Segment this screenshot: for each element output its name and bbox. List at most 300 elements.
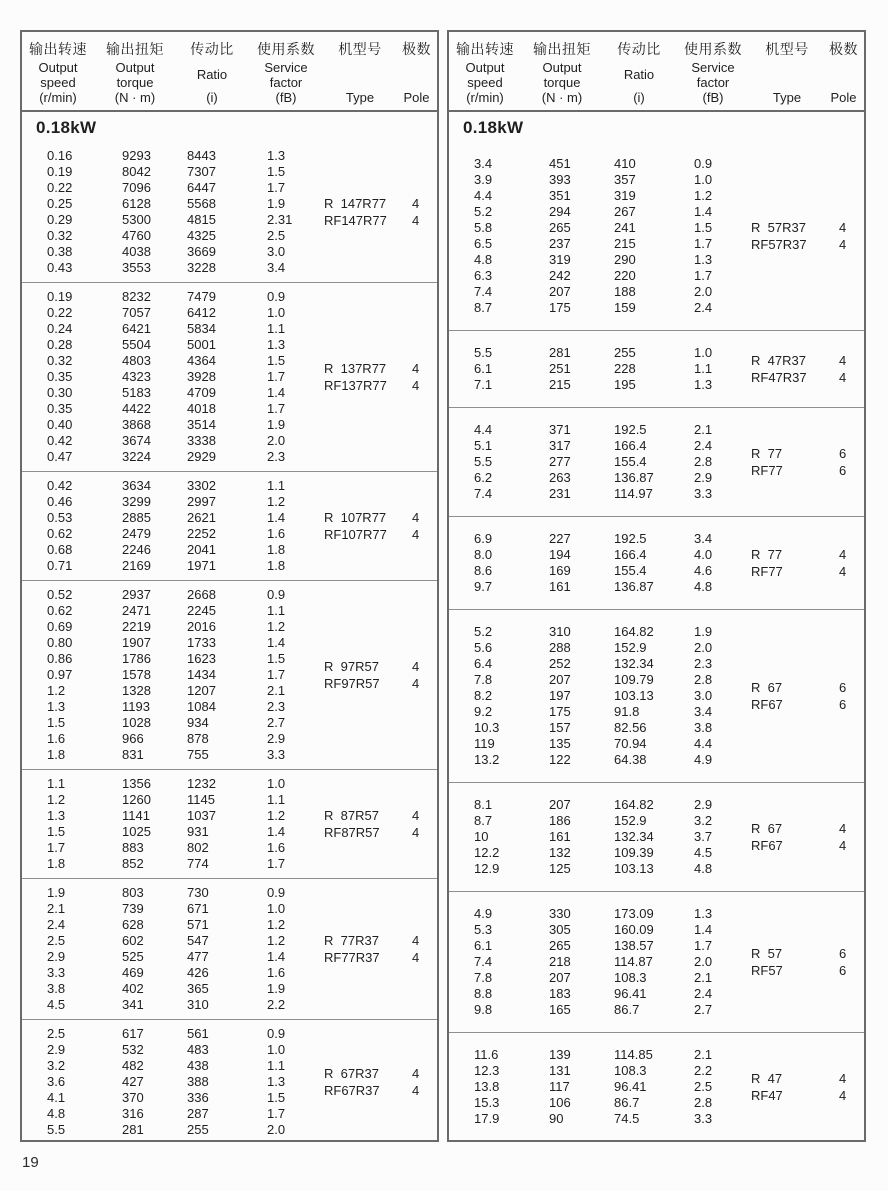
cell-service-factor: 1.0	[694, 172, 713, 187]
cell-service-factor: 3.4	[267, 260, 286, 275]
cell-output-speed: 4.4	[474, 422, 493, 437]
cell-service-factor: 1.9	[267, 417, 286, 432]
cell-service-factor: 3.0	[694, 688, 713, 703]
cell-ratio: 108.3	[614, 1063, 647, 1078]
cell-service-factor: 0.9	[694, 156, 713, 171]
cell-output-torque: 883	[122, 840, 144, 855]
data-block	[449, 782, 864, 891]
cell-output-speed: 5.3	[474, 922, 493, 937]
cell-service-factor: 1.5	[267, 164, 286, 179]
cell-output-torque: 3634	[122, 478, 151, 493]
pole-value: 4	[412, 1066, 420, 1081]
cell-service-factor: 1.3	[694, 377, 713, 392]
pole-value: 6	[839, 463, 847, 478]
table-row	[449, 906, 864, 922]
type-line	[751, 945, 846, 962]
cell-output-torque: 207	[549, 284, 571, 299]
table-row	[22, 715, 437, 731]
cell-output-torque: 207	[549, 797, 571, 812]
cell-output-speed: 6.1	[474, 361, 493, 376]
column-label-en-line: Output	[115, 59, 155, 75]
cell-output-speed: 5.5	[474, 454, 493, 469]
type-name: RF47R37	[751, 370, 807, 385]
cell-ratio: 730	[187, 885, 209, 900]
cell-output-torque: 427	[122, 1074, 144, 1089]
type-name: R 77	[751, 446, 783, 461]
type-line	[751, 962, 846, 979]
cell-output-torque: 194	[549, 547, 571, 562]
type-line	[324, 360, 419, 377]
cell-output-speed: 3.3	[47, 965, 66, 980]
cell-service-factor: 2.1	[694, 422, 713, 437]
cell-ratio: 192.5	[614, 531, 647, 546]
cell-ratio: 477	[187, 949, 209, 964]
cell-output-torque: 330	[549, 906, 571, 921]
cell-ratio: 7307	[187, 164, 216, 179]
cell-service-factor: 2.31	[267, 212, 293, 227]
type-pole-group	[751, 445, 846, 479]
cell-ratio: 2041	[187, 542, 216, 557]
cell-output-speed: 0.40	[47, 417, 73, 432]
cell-ratio: 195	[614, 377, 636, 392]
type-name: R 57	[751, 946, 783, 961]
pole-value: 4	[412, 808, 420, 823]
cell-ratio: 1733	[187, 635, 216, 650]
cell-output-speed: 4.9	[474, 906, 493, 921]
column-label-zh: 输出扭矩	[533, 41, 591, 57]
cell-output-torque: 165	[549, 1002, 571, 1017]
type-line	[324, 658, 419, 675]
cell-output-torque: 1028	[122, 715, 151, 730]
table-row	[449, 284, 864, 300]
cell-output-torque: 3868	[122, 417, 151, 432]
cell-ratio: 114.85	[614, 1047, 653, 1062]
cell-output-torque: 122	[549, 752, 571, 767]
table-row	[22, 840, 437, 856]
cell-service-factor: 0.9	[267, 885, 286, 900]
table-row	[22, 885, 437, 901]
cell-service-factor: 2.0	[694, 640, 713, 655]
cell-ratio: 2252	[187, 526, 216, 541]
header-cell	[176, 39, 248, 105]
pole-value: 4	[412, 825, 420, 840]
type-line	[751, 369, 846, 386]
column-unit-label: (i)	[633, 90, 645, 105]
cell-output-speed: 0.38	[47, 244, 73, 259]
cell-output-speed: 0.22	[47, 180, 73, 195]
cell-service-factor: 1.9	[267, 196, 286, 211]
type-pole-group	[324, 658, 419, 692]
cell-ratio: 96.41	[614, 986, 647, 1001]
cell-ratio: 1145	[187, 792, 215, 807]
cell-output-torque: 316	[122, 1106, 144, 1121]
cell-service-factor: 1.4	[694, 204, 713, 219]
data-block	[449, 1032, 864, 1141]
table-row	[22, 997, 437, 1013]
type-line	[324, 212, 419, 229]
table-row	[449, 736, 864, 752]
cell-service-factor: 0.9	[267, 289, 286, 304]
cell-output-speed: 3.6	[47, 1074, 66, 1089]
cell-output-torque: 288	[549, 640, 571, 655]
cell-output-speed: 11.6	[474, 1047, 499, 1062]
column-unit-label: (r/min)	[39, 90, 77, 105]
table-row	[22, 635, 437, 651]
column-unit-label: (N · m)	[114, 90, 156, 105]
cell-service-factor: 0.9	[267, 587, 286, 602]
cell-ratio: 4364	[187, 353, 216, 368]
table-row	[22, 321, 437, 337]
cell-output-torque: 6128	[122, 196, 151, 211]
cell-service-factor: 4.9	[694, 752, 713, 767]
cell-output-torque: 2169	[122, 558, 151, 573]
type-line	[324, 824, 419, 841]
cell-service-factor: 1.3	[267, 337, 286, 352]
cell-ratio: 426	[187, 965, 209, 980]
cell-output-speed: 5.5	[47, 1122, 66, 1137]
cell-service-factor: 3.2	[694, 813, 713, 828]
cell-output-speed: 6.3	[474, 268, 493, 283]
cell-ratio: 152.9	[614, 813, 647, 828]
type-line	[324, 932, 419, 949]
column-label-zh: 输出转速	[456, 41, 514, 57]
cell-ratio: 160.09	[614, 922, 654, 937]
table-body	[449, 112, 864, 1141]
cell-output-torque: 1193	[122, 699, 150, 714]
table-row	[22, 747, 437, 763]
cell-ratio: 3928	[187, 369, 216, 384]
cell-ratio: 96.41	[614, 1079, 647, 1094]
cell-ratio: 1434	[187, 667, 216, 682]
cell-output-speed: 0.46	[47, 494, 73, 509]
header-cell	[675, 39, 751, 105]
cell-ratio: 86.7	[614, 1002, 640, 1017]
cell-ratio: 671	[187, 901, 209, 916]
type-pole-group	[751, 219, 846, 253]
cell-output-torque: 3553	[122, 260, 151, 275]
cell-output-speed: 0.71	[47, 558, 73, 573]
cell-output-torque: 4422	[122, 401, 151, 416]
cell-service-factor: 1.4	[267, 635, 286, 650]
cell-ratio: 215	[614, 236, 636, 251]
cell-service-factor: 1.9	[694, 624, 713, 639]
cell-service-factor: 1.1	[267, 478, 286, 493]
column-label-en-line: Ratio	[623, 67, 655, 82]
cell-ratio: 132.34	[614, 656, 654, 671]
column-label-zh: 极数	[829, 41, 858, 57]
cell-ratio: 774	[187, 856, 209, 871]
type-line	[751, 445, 846, 462]
cell-output-torque: 3224	[122, 449, 151, 464]
type-line	[751, 219, 846, 236]
column-label-en	[624, 67, 654, 82]
cell-ratio: 152.9	[614, 640, 647, 655]
cell-ratio: 114.97	[614, 486, 653, 501]
type-pole-group	[324, 1065, 419, 1099]
header-cell	[603, 39, 675, 105]
cell-output-torque: 8232	[122, 289, 151, 304]
cell-output-speed: 0.86	[47, 651, 73, 666]
cell-ratio: 1232	[187, 776, 216, 791]
cell-ratio: 336	[187, 1090, 209, 1105]
cell-ratio: 365	[187, 981, 209, 996]
cell-ratio: 483	[187, 1042, 209, 1057]
cell-output-speed: 0.35	[47, 401, 73, 416]
cell-ratio: 1037	[187, 808, 216, 823]
cell-output-torque: 5183	[122, 385, 151, 400]
type-name: RF77R37	[324, 950, 380, 965]
column-label-en-line: factor	[696, 74, 730, 90]
column-label-zh: 输出转速	[29, 41, 87, 57]
data-block	[449, 407, 864, 516]
type-name: RF77	[751, 564, 783, 579]
cell-ratio: 319	[614, 188, 636, 203]
cell-output-torque: 4803	[122, 353, 151, 368]
type-pole-group	[751, 546, 846, 580]
cell-service-factor: 2.0	[694, 954, 713, 969]
cell-output-speed: 1.3	[47, 699, 66, 714]
type-name: R 47	[751, 1071, 783, 1086]
cell-output-torque: 966	[122, 731, 144, 746]
cell-output-speed: 7.8	[474, 970, 493, 985]
cell-output-speed: 0.42	[47, 478, 73, 493]
cell-ratio: 255	[614, 345, 636, 360]
cell-ratio: 241	[614, 220, 636, 235]
header-cell	[94, 39, 176, 105]
cell-output-torque: 237	[549, 236, 571, 251]
cell-service-factor: 2.2	[267, 997, 286, 1012]
type-name: R 57R37	[751, 220, 806, 235]
cell-output-speed: 10.3	[474, 720, 500, 735]
type-pole-group	[324, 932, 419, 966]
type-name: RF137R77	[324, 378, 387, 393]
column-label-en-line: factor	[269, 74, 303, 90]
cell-output-torque: 169	[549, 563, 571, 578]
cell-ratio: 70.94	[614, 736, 647, 751]
cell-output-speed: 0.80	[47, 635, 73, 650]
cell-service-factor: 1.5	[694, 220, 713, 235]
spec-table-right	[447, 30, 866, 1142]
cell-output-torque: 265	[549, 938, 571, 953]
column-label-en	[691, 60, 734, 90]
cell-output-speed: 6.2	[474, 470, 493, 485]
cell-output-speed: 1.8	[47, 747, 66, 762]
cell-service-factor: 4.8	[694, 861, 713, 876]
cell-output-speed: 0.29	[47, 212, 73, 227]
cell-output-torque: 1260	[122, 792, 151, 807]
cell-service-factor: 1.0	[267, 305, 286, 320]
cell-output-torque: 1141	[122, 808, 150, 823]
table-row	[22, 587, 437, 603]
column-label-en-line: Output	[542, 59, 582, 75]
table-row	[22, 433, 437, 449]
cell-service-factor: 4.5	[694, 845, 713, 860]
cell-output-torque: 2885	[122, 510, 151, 525]
cell-ratio: 547	[187, 933, 209, 948]
cell-output-torque: 4038	[122, 244, 151, 259]
pole-value: 4	[839, 838, 847, 853]
column-label-en	[115, 60, 154, 90]
column-unit-label: Type	[772, 90, 802, 105]
cell-service-factor: 2.3	[267, 699, 286, 714]
cell-output-torque: 1328	[122, 683, 151, 698]
cell-output-speed: 7.4	[474, 954, 493, 969]
type-line	[324, 675, 419, 692]
table-row	[449, 172, 864, 188]
cell-output-torque: 2937	[122, 587, 151, 602]
table-row	[22, 901, 437, 917]
data-block	[22, 580, 437, 769]
cell-output-speed: 0.42	[47, 433, 73, 448]
type-name: RF47	[751, 1088, 783, 1103]
cell-output-speed: 4.5	[47, 997, 66, 1012]
table-row	[22, 558, 437, 574]
cell-output-torque: 1907	[122, 635, 151, 650]
cell-ratio: 934	[187, 715, 209, 730]
pole-value: 4	[839, 237, 847, 252]
cell-service-factor: 1.0	[694, 345, 713, 360]
cell-output-torque: 215	[549, 377, 571, 392]
cell-ratio: 3669	[187, 244, 216, 259]
pole-value: 4	[412, 1083, 420, 1098]
cell-ratio: 173.09	[614, 906, 654, 921]
cell-output-speed: 1.7	[47, 840, 66, 855]
table-row	[449, 579, 864, 595]
cell-ratio: 136.87	[614, 470, 654, 485]
cell-output-speed: 1.9	[47, 885, 66, 900]
column-label-en	[197, 67, 227, 82]
cell-output-torque: 319	[549, 252, 571, 267]
cell-output-torque: 197	[549, 688, 571, 703]
pole-value: 4	[412, 950, 420, 965]
cell-service-factor: 4.8	[694, 579, 713, 594]
cell-ratio: 3514	[187, 417, 216, 432]
cell-service-factor: 4.6	[694, 563, 713, 578]
type-pole-group	[751, 679, 846, 713]
cell-output-speed: 0.62	[47, 603, 73, 618]
cell-output-speed: 3.8	[47, 981, 66, 996]
cell-output-torque: 739	[122, 901, 144, 916]
type-name: RF147R77	[324, 213, 387, 228]
header-cell	[449, 39, 521, 105]
cell-service-factor: 2.9	[694, 797, 713, 812]
cell-ratio: 410	[614, 156, 636, 171]
pole-value: 4	[839, 547, 847, 562]
cell-output-speed: 10	[474, 829, 489, 844]
cell-output-speed: 1.8	[47, 856, 66, 871]
spec-table-left	[20, 30, 439, 1142]
table-row	[449, 156, 864, 172]
column-label-zh: 传动比	[617, 41, 661, 57]
cell-output-torque: 175	[549, 704, 571, 719]
cell-output-torque: 2246	[122, 542, 151, 557]
cell-output-speed: 8.1	[474, 797, 493, 812]
cell-output-torque: 281	[122, 1122, 144, 1137]
cell-output-speed: 8.2	[474, 688, 493, 703]
cell-output-speed: 3.9	[474, 172, 493, 187]
header-cell	[823, 39, 864, 105]
cell-service-factor: 4.4	[694, 736, 713, 751]
cell-output-speed: 9.7	[474, 579, 493, 594]
pole-value: 6	[839, 946, 847, 961]
table-row	[449, 861, 864, 877]
cell-service-factor: 1.7	[694, 236, 713, 251]
cell-service-factor: 1.5	[267, 651, 286, 666]
pole-value: 4	[412, 659, 420, 674]
column-unit-label: (i)	[206, 90, 218, 105]
cell-ratio: 1623	[187, 651, 216, 666]
cell-service-factor: 1.7	[267, 1106, 286, 1121]
column-unit-label: (N · m)	[541, 90, 583, 105]
column-label-zh: 极数	[402, 41, 431, 57]
table-row	[449, 656, 864, 672]
cell-output-torque: 617	[122, 1026, 144, 1041]
cell-ratio: 5834	[187, 321, 216, 336]
cell-output-speed: 2.5	[47, 933, 66, 948]
cell-service-factor: 1.7	[267, 369, 286, 384]
cell-ratio: 2997	[187, 494, 216, 509]
cell-service-factor: 3.4	[694, 704, 713, 719]
cell-output-speed: 119	[474, 736, 495, 751]
cell-output-torque: 161	[549, 579, 571, 594]
cell-service-factor: 1.2	[694, 188, 713, 203]
table-row	[449, 300, 864, 316]
cell-ratio: 155.4	[614, 563, 647, 578]
table-row	[449, 797, 864, 813]
cell-ratio: 802	[187, 840, 209, 855]
type-line	[324, 807, 419, 824]
table-row	[22, 260, 437, 276]
cell-output-speed: 8.7	[474, 813, 493, 828]
cell-output-torque: 1025	[122, 824, 151, 839]
type-line	[751, 236, 846, 253]
cell-ratio: 5001	[187, 337, 216, 352]
cell-ratio: 4709	[187, 385, 216, 400]
type-line	[324, 1082, 419, 1099]
type-name: R 97R57	[324, 659, 379, 674]
column-unit-label: (r/min)	[466, 90, 504, 105]
type-name: RF97R57	[324, 676, 380, 691]
type-line	[324, 377, 419, 394]
cell-output-torque: 2479	[122, 526, 151, 541]
data-blocks	[449, 142, 864, 1141]
cell-ratio: 86.7	[614, 1095, 640, 1110]
cell-service-factor: 2.3	[694, 656, 713, 671]
table-row	[22, 449, 437, 465]
cell-service-factor: 1.2	[267, 619, 286, 634]
cell-service-factor: 2.4	[694, 300, 713, 315]
table-row	[22, 228, 437, 244]
type-pole-group	[751, 1070, 846, 1104]
cell-output-torque: 277	[549, 454, 571, 469]
cell-output-torque: 1786	[122, 651, 151, 666]
cell-output-torque: 227	[549, 531, 571, 546]
cell-output-speed: 0.43	[47, 260, 73, 275]
type-name: R 77R37	[324, 933, 379, 948]
cell-ratio: 109.39	[614, 845, 654, 860]
cell-output-torque: 251	[549, 361, 571, 376]
table-row	[22, 305, 437, 321]
cell-output-speed: 0.52	[47, 587, 73, 602]
data-block	[22, 1019, 437, 1144]
pole-value: 4	[412, 196, 420, 211]
type-pole-group	[751, 352, 846, 386]
header-cell	[22, 39, 94, 105]
cell-ratio: 103.13	[614, 688, 654, 703]
type-name: R 67R37	[324, 1066, 379, 1081]
column-label-en-line: Output	[38, 59, 78, 75]
cell-service-factor: 2.2	[694, 1063, 713, 1078]
